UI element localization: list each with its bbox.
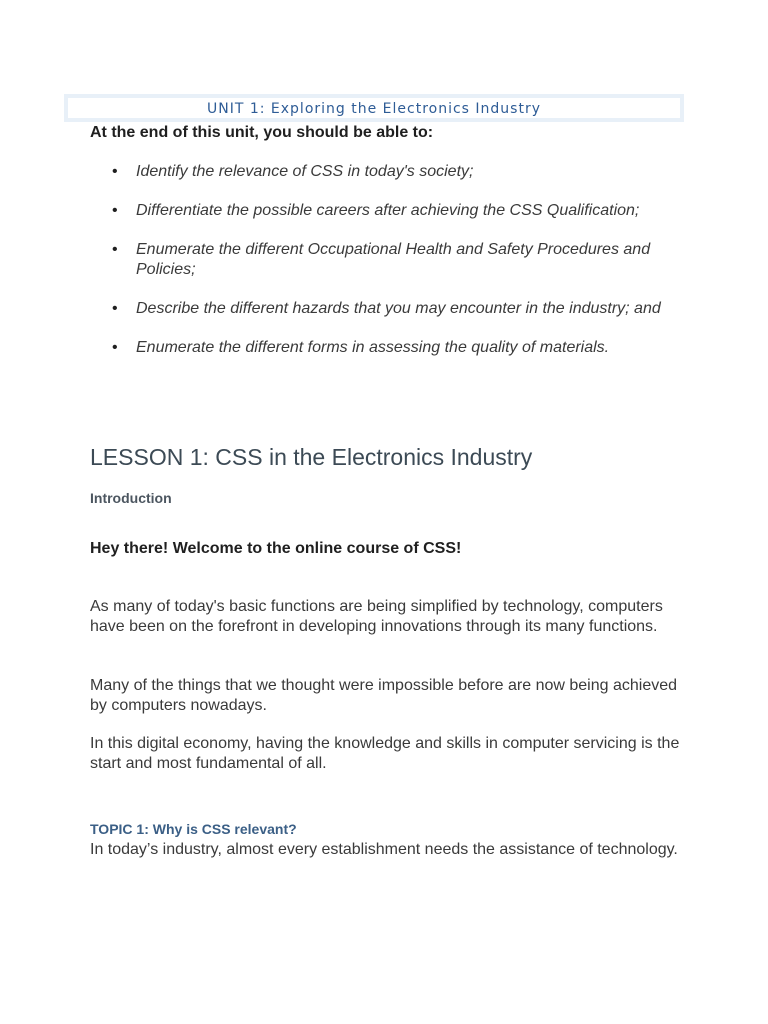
welcome-message: Hey there! Welcome to the online course of CSS!	[90, 540, 462, 557]
objective-item	[108, 299, 673, 319]
lesson-title: LESSON 1: CSS in the Electronics Industry	[90, 444, 533, 470]
objective-text: Differentiate the possible careers after achieving the CSS Qualification;	[136, 202, 640, 219]
bullet-icon: •	[112, 163, 118, 180]
objective-text: Enumerate the different forms in assessing the quality of materials.	[136, 339, 610, 356]
bullet-icon: •	[112, 241, 118, 258]
objective-item	[108, 240, 673, 280]
objectives-list	[108, 162, 673, 377]
topic-heading: TOPIC 1: Why is CSS relevant?	[90, 821, 297, 837]
objective-item	[108, 338, 673, 358]
objectives-heading: At the end of this unit, you should be able to:	[90, 124, 434, 141]
introduction-label: Introduction	[90, 490, 172, 506]
objective-item	[108, 201, 673, 221]
bullet-icon: •	[112, 339, 118, 356]
topic-paragraph: In today’s industry, almost every establishment needs the assistance of technology.	[90, 841, 678, 858]
intro-paragraph-1: As many of today's basic functions are being simplified by technology, computers have been on the forefront in developing innovations through its many functions.	[90, 598, 663, 635]
objective-text: Identify the relevance of CSS in today's society;	[136, 163, 474, 180]
objective-text: Describe the different hazards that you may encounter in the industry; and	[136, 300, 661, 317]
intro-paragraph-3: In this digital economy, having the knowledge and skills in computer servicing is the start and most fundamental of all.	[90, 735, 680, 772]
intro-paragraph-2: Many of the things that we thought were impossible before are now being achieved by computers nowadays.	[90, 677, 678, 714]
unit-title: UNIT 1: Exploring the Electronics Industry	[206, 101, 542, 117]
bullet-icon: •	[112, 202, 118, 219]
bullet-icon: •	[112, 300, 118, 317]
unit-banner	[64, 94, 684, 122]
objective-text: Enumerate the different Occupational Health and Safety Procedures and Policies;	[136, 241, 651, 278]
objective-item	[108, 162, 673, 182]
